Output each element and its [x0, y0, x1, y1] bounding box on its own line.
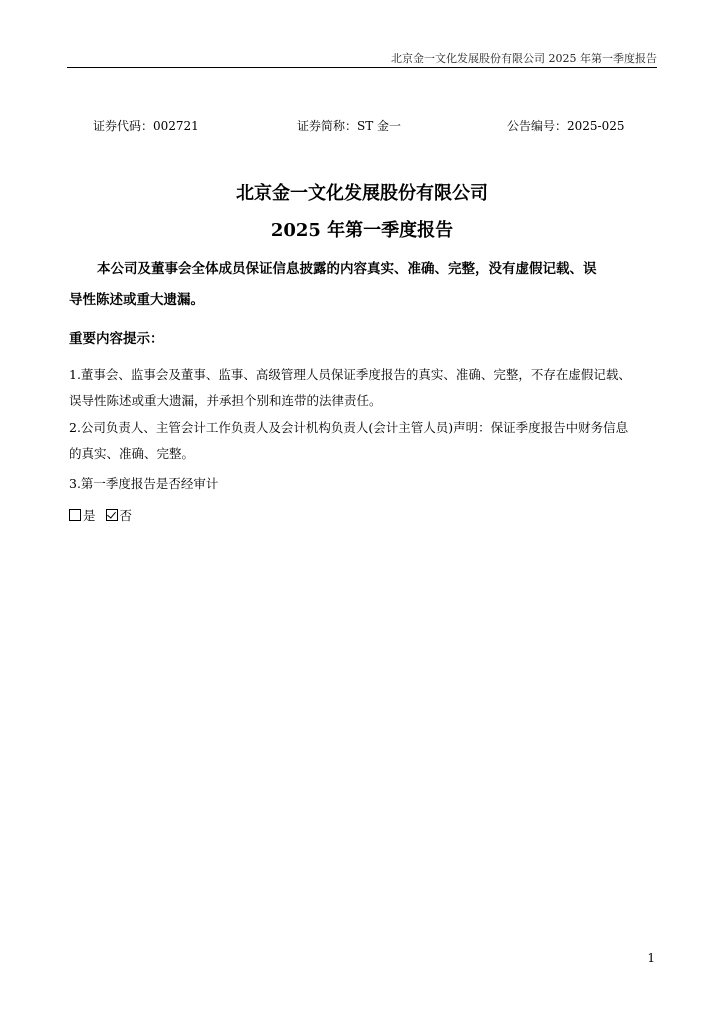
- notice-item-1-line-2: 误导性陈述或重大遗漏，并承担个别和连带的法律责任。: [69, 393, 382, 408]
- notice-item-3: 3.第一季度报告是否经审计: [69, 476, 219, 491]
- audit-no-checkbox[interactable]: [106, 509, 118, 521]
- notice-title: 重要内容提示：: [69, 331, 164, 347]
- audit-yes-checkbox[interactable]: [69, 509, 81, 521]
- notice-item-2-line-2: 的真实、准确、完整。: [69, 446, 195, 461]
- header-rule: [67, 67, 657, 68]
- running-header: 北京金一文化发展股份有限公司 2025 年第一季度报告: [391, 52, 657, 65]
- company-title: 北京金一文化发展股份有限公司: [236, 183, 488, 204]
- report-title: 2025 年第一季度报告: [270, 220, 454, 241]
- stock-code: 证券代码：002721: [93, 119, 199, 133]
- announcement-number: 公告编号：2025-025: [507, 119, 625, 133]
- notice-item-1-line-1: 1.董事会、监事会及董事、监事、高级管理人员保证季度报告的真实、准确、完整，不存在虚假记载、: [69, 367, 631, 382]
- page-number: 1: [647, 951, 655, 965]
- stock-name: 证券简称：ST 金一: [297, 119, 402, 133]
- audit-yes-label: 是: [83, 508, 96, 523]
- audit-no-label: 否: [119, 508, 133, 523]
- notice-item-2-line-1: 2.公司负责人、主管会计工作负责人及会计机构负责人(会计主管人员)声明：保证季度报告中财务信息: [69, 420, 629, 435]
- audit-options: [69, 506, 132, 524]
- statement-line-1: 本公司及董事会全体成员保证信息披露的内容真实、准确、完整，没有虚假记载、误: [97, 261, 597, 277]
- statement-line-2: 导性陈述或重大遗漏。: [69, 292, 204, 308]
